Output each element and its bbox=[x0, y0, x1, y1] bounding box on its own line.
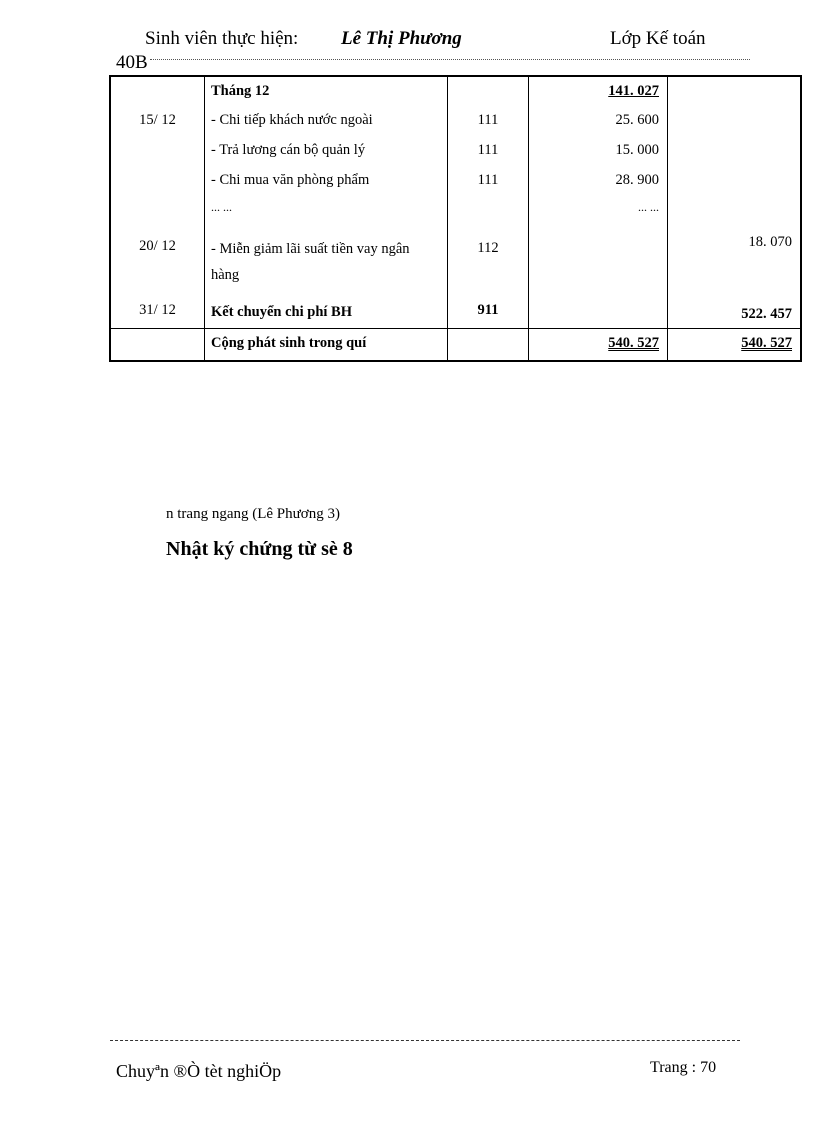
acct-cell bbox=[448, 76, 529, 106]
page-note: n trang ngang (Lê Phương 3) bbox=[166, 506, 340, 522]
acct-cell: 112 bbox=[448, 230, 529, 296]
page-number: Trang : 70 bbox=[650, 1059, 717, 1076]
desc-cell: - Trả lương cán bộ quản lý bbox=[205, 136, 448, 166]
credit-cell bbox=[668, 76, 802, 106]
credit-cell: 522. 457 bbox=[741, 306, 792, 322]
desc-cell: Tháng 12 bbox=[205, 76, 448, 106]
total-label: Cộng phát sinh trong quí bbox=[205, 328, 448, 361]
student-name: Lê Thị Phương bbox=[341, 28, 462, 49]
date-cell: 20/ 12 bbox=[110, 230, 205, 296]
credit-cell: 18. 070 bbox=[748, 234, 792, 250]
ledger-table bbox=[109, 75, 802, 362]
footer-divider bbox=[110, 1040, 740, 1041]
acct-cell: 111 bbox=[448, 106, 529, 136]
footer-left: Chuyªn ®Ò tèt nghiÖp bbox=[116, 1061, 282, 1081]
section-title: Nhật ký chứng từ sè 8 bbox=[166, 538, 353, 560]
debit-cell: ... ... bbox=[529, 196, 668, 230]
table-row bbox=[110, 106, 801, 136]
table-row bbox=[110, 196, 801, 230]
credit-cell bbox=[668, 196, 802, 230]
table-row bbox=[110, 166, 801, 196]
date-cell: 31/ 12 bbox=[110, 296, 205, 328]
debit-cell: 15. 000 bbox=[529, 136, 668, 166]
desc-cell: ... ... bbox=[205, 196, 448, 230]
debit-cell bbox=[529, 230, 668, 296]
total-date-cell bbox=[110, 328, 205, 361]
acct-cell bbox=[448, 196, 529, 230]
total-row bbox=[110, 328, 801, 361]
date-cell bbox=[110, 166, 205, 196]
total-debit: 540. 527 bbox=[608, 334, 659, 351]
acct-cell: 911 bbox=[448, 296, 529, 328]
debit-cell: 25. 600 bbox=[529, 106, 668, 136]
date-cell bbox=[110, 136, 205, 166]
desc-cell: - Chi tiếp khách nước ngoài bbox=[205, 106, 448, 136]
desc-cell: - Miễn giảm lãi suất tiền vay ngân hàng bbox=[205, 230, 448, 296]
class-suffix: 40B bbox=[116, 52, 148, 73]
header-divider bbox=[150, 59, 750, 60]
table-row bbox=[110, 136, 801, 166]
date-cell bbox=[110, 76, 205, 106]
credit-cell bbox=[668, 106, 802, 136]
credit-cell bbox=[668, 136, 802, 166]
debit-cell: 141. 027 bbox=[608, 83, 659, 99]
acct-cell: 111 bbox=[448, 136, 529, 166]
desc-cell: Kết chuyển chi phí BH bbox=[205, 296, 448, 328]
debit-cell: 28. 900 bbox=[529, 166, 668, 196]
table-row bbox=[110, 76, 801, 106]
class-label: Lớp Kế toán bbox=[610, 28, 706, 49]
table-row bbox=[110, 230, 801, 296]
student-label: Sinh viên thực hiện: bbox=[145, 28, 299, 49]
desc-cell: - Chi mua văn phòng phẩm bbox=[205, 166, 448, 196]
acct-cell: 111 bbox=[448, 166, 529, 196]
date-cell bbox=[110, 196, 205, 230]
credit-cell bbox=[668, 166, 802, 196]
table-row bbox=[110, 296, 801, 328]
total-acct-cell bbox=[448, 328, 529, 361]
total-credit: 540. 527 bbox=[741, 334, 792, 351]
date-cell: 15/ 12 bbox=[110, 106, 205, 136]
debit-cell bbox=[529, 296, 668, 328]
